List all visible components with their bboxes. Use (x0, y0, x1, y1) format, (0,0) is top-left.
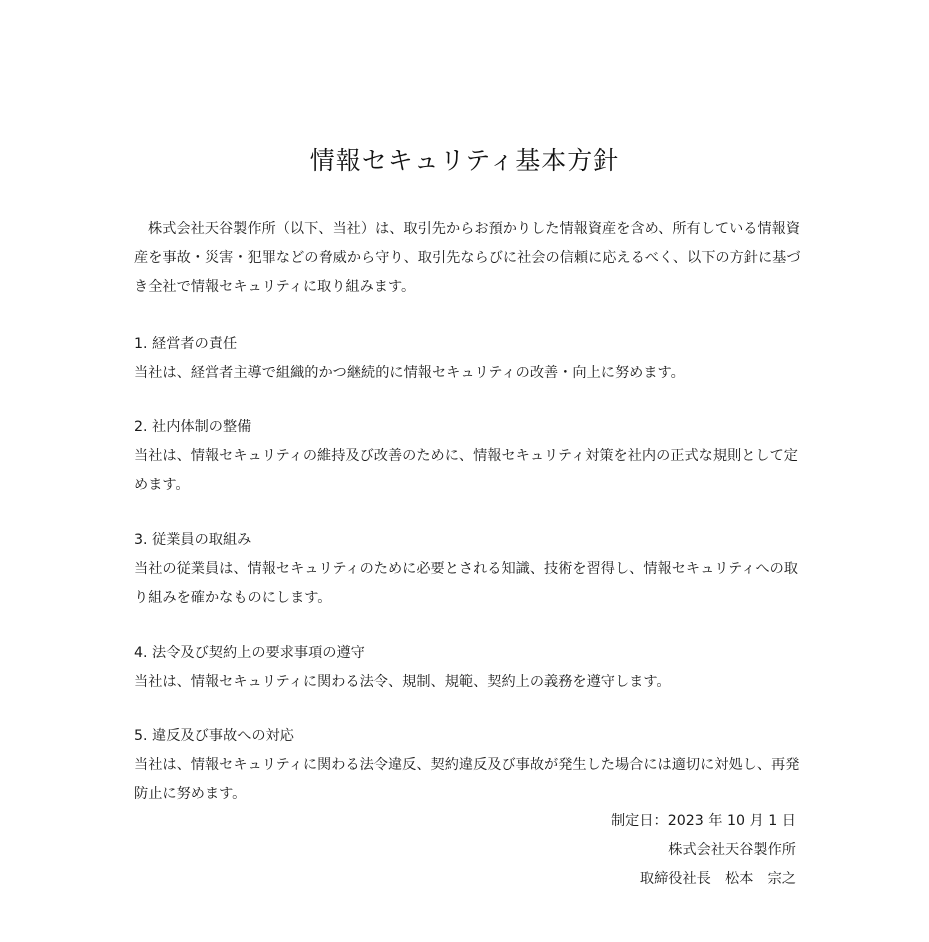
section-3-heading: 3. 従業員の取組み (134, 532, 252, 548)
section-4-heading: 4. 法令及び契約上の要求事項の遵守 (134, 645, 365, 661)
enactment-date: 制定日：2023 年 10 月 1 日 (610, 813, 796, 829)
signatory: 取締役社長 松本 宗之 (639, 871, 796, 887)
section-1-heading: 1. 経営者の責任 (134, 336, 238, 352)
section-4-body: 当社は、情報セキュリティに関わる法令、規制、規範、契約上の義務を遵守します。 (134, 674, 671, 690)
section-1-body: 当社は、経営者主導で組織的かつ継続的に情報セキュリティの改善・向上に努めます。 (134, 365, 685, 381)
section-5-body: 当社は、情報セキュリティに関わる法令違反、契約違反及び事故が発生した場合には適切に対処し、再発防止に努めます。 (134, 757, 800, 802)
section-3-body: 当社の従業員は、情報セキュリティのために必要とされる知識、技術を習得し、情報セキュリティへの取り組みを確かなものにします。 (134, 561, 798, 606)
company-name: 株式会社天谷製作所 (668, 842, 796, 858)
section-5-heading: 5. 違反及び事故への対応 (134, 728, 294, 744)
section-2-heading: 2. 社内体制の整備 (134, 419, 252, 435)
page-title: 情報セキュリティ基本方針 (309, 146, 620, 175)
intro-paragraph: 株式会社天谷製作所（以下、当社）は、取引先からお預かりした情報資産を含め、所有している情報資産を事故・災害・犯罪などの脅威から守り、取引先ならびに社会の信頼に応えるべく、以下の方針に基づき全社で情報セキュリティに取り組みます。 (134, 221, 801, 295)
section-2-body: 当社は、情報セキュリティの維持及び改善のために、情報セキュリティ対策を社内の正式な規則として定めます。 (134, 448, 798, 493)
